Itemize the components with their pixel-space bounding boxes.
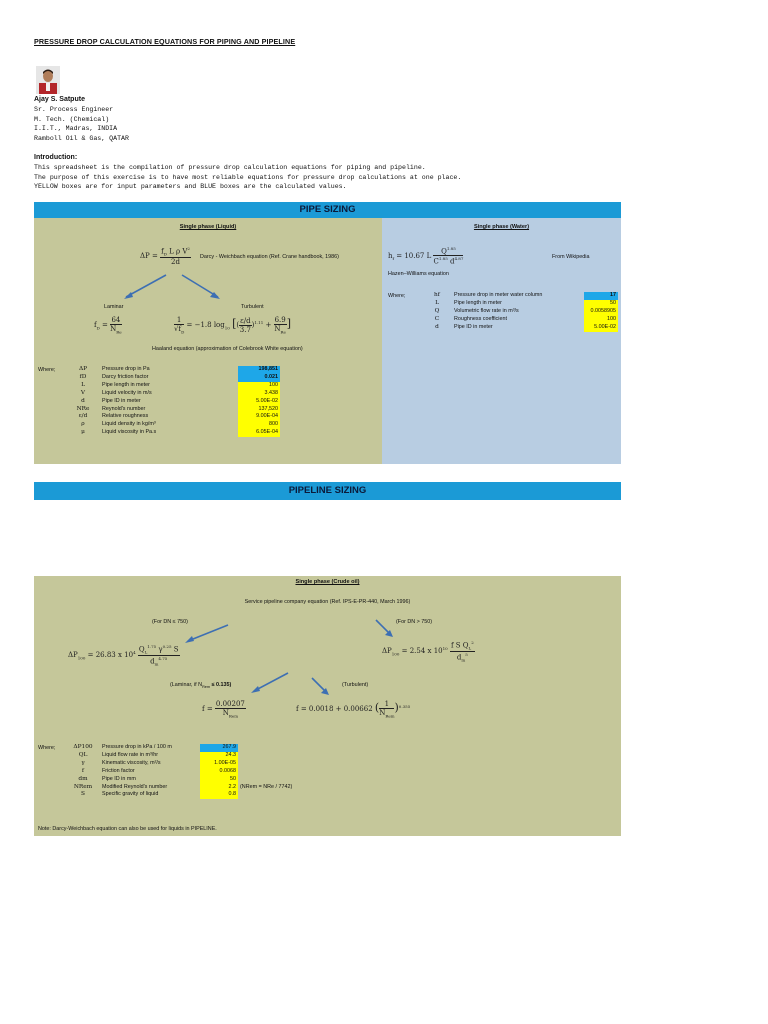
- input-value[interactable]: 5.00E-02: [238, 398, 280, 406]
- haaland-equation: $\frac{1}{√f_D}$ = −1.8 $\log_{10}$ [( $\frac{\varepsilon/d}{3.7}$ )$^{1.11}$ + $\frac{6.9}{N_{Re}}$ ]: [174, 316, 291, 335]
- hazen-williams-label: Hazen–Williams equation: [388, 271, 449, 277]
- water-parameters-table: [426, 292, 620, 334]
- input-value[interactable]: 0.8: [200, 791, 238, 799]
- param-symbol: f: [81, 767, 85, 774]
- input-value[interactable]: 100: [584, 316, 618, 324]
- dn-large-label: (For DN > 750): [396, 619, 433, 625]
- pipe-sizing-banner: PIPE SIZING: [34, 202, 621, 218]
- input-value[interactable]: 6.05E-04: [238, 429, 280, 437]
- nrem-note: (NRem = NRe / 7742): [240, 783, 293, 790]
- crude-heading: Single phase (Crude oil): [295, 579, 360, 585]
- darcy-label: Darcy - Weichbach equation (Ref. Crane handbook, 1986): [200, 254, 339, 260]
- param-desc: Liquid viscosity in Pa.s: [102, 429, 157, 436]
- param-symbol: γ: [81, 759, 85, 766]
- param-desc: Roughness coefficient: [454, 315, 507, 322]
- crude-oil-panel: [34, 576, 621, 836]
- param-desc: Reynold's number: [102, 405, 146, 412]
- param-desc: Kinematic viscosity, m²/s: [102, 759, 161, 766]
- table-row: [426, 324, 620, 332]
- author-line: Ramboll Oil & Gas, QATAR: [34, 135, 129, 143]
- table-row: [72, 760, 332, 768]
- param-desc: Pipe ID in meter: [102, 397, 141, 404]
- document-title: PRESSURE DROP CALCULATION EQUATIONS FOR PIPING AND PIPELINE: [34, 37, 296, 46]
- input-value[interactable]: 800: [238, 421, 280, 429]
- laminar-friction-equation: f = $\frac{0.00207}{N_{Rem}}$: [202, 700, 245, 719]
- input-value[interactable]: 50: [584, 300, 618, 308]
- table-row: [72, 382, 282, 390]
- table-row: [72, 744, 332, 752]
- liquid-panel: [34, 218, 382, 464]
- liquid-heading: Single phase (Liquid): [179, 224, 237, 230]
- input-value[interactable]: 3.438: [238, 390, 280, 398]
- calculated-value: 198,851: [238, 366, 280, 374]
- hazen-williams-equation: $h_f = 10.67$ L $\frac{Q^{1.85}}{C^{1.85} d^{4.87}}$: [388, 246, 464, 266]
- param-symbol: ΔP: [78, 366, 88, 372]
- param-symbol: hf: [434, 292, 440, 298]
- crude-parameters-table: [72, 744, 332, 802]
- introduction: [34, 153, 461, 192]
- param-symbol: NRe: [76, 405, 90, 412]
- author-line: I.I.T., Madras, INDIA: [34, 125, 118, 133]
- input-value[interactable]: 9.00E-04: [238, 413, 280, 421]
- arrow-left-icon: [182, 623, 232, 645]
- param-desc: Pressure drop in kPa / 100 m: [102, 744, 172, 750]
- input-value[interactable]: 1.00E-05: [200, 760, 238, 768]
- arrow-laminar-icon: [248, 671, 292, 695]
- table-row: [426, 292, 620, 300]
- turbulent-label: Turbulent: [241, 304, 264, 310]
- water-panel: [382, 218, 621, 464]
- water-heading: Single phase (Water): [473, 224, 530, 230]
- author-block: [34, 95, 129, 144]
- param-symbol: L: [81, 381, 85, 388]
- table-row: [72, 406, 282, 414]
- param-symbol: Q: [434, 307, 440, 314]
- param-desc: Pressure drop in Pa: [102, 366, 150, 372]
- where-label: Where;: [388, 293, 406, 299]
- spc-equation-large: $\Delta P_{100} = 2.54$ x $10^{10}$ $\frac{f S Q_L^2}{d_m^5}$: [382, 640, 474, 663]
- input-value[interactable]: 0.0068: [200, 768, 238, 776]
- input-value[interactable]: 100: [238, 382, 280, 390]
- spc-equation-small: $\Delta P_{100} = 26.83$ x $10^4$ $\frac{Q_L^{1.75} \gamma^{0.25} S}{d_m^{4.75}}$: [68, 644, 179, 667]
- author-line: M. Tech. (Chemical): [34, 115, 110, 123]
- author-line: Sr. Process Engineer: [34, 105, 114, 113]
- param-symbol: S: [81, 791, 85, 798]
- author-name: Ajay S. Satpute: [34, 96, 85, 103]
- param-symbol: μ: [81, 429, 85, 436]
- param-symbol: L: [435, 299, 439, 306]
- param-symbol: ρ: [81, 421, 85, 428]
- param-symbol: fD: [79, 373, 87, 380]
- param-desc: Modified Reynold's number: [102, 783, 168, 790]
- crude-reference: Service pipeline company equation (Ref. IPS-E-PR-440, March 1996): [244, 599, 411, 605]
- source-label: From Wikipedia: [552, 254, 590, 260]
- input-value[interactable]: 5.00E-02: [584, 324, 618, 332]
- haaland-label: Haaland equation (approximation of Colebrook White equation): [152, 346, 303, 352]
- table-row: [72, 366, 282, 374]
- param-symbol: ΔP100: [73, 744, 93, 750]
- table-row: [72, 776, 332, 784]
- param-desc: Specific gravity of liquid: [102, 791, 159, 798]
- calculated-value: 17: [584, 292, 618, 300]
- param-desc: Liquid flow rate in m³/hr: [102, 751, 159, 758]
- param-desc: Pressure drop in meter water column: [454, 292, 543, 298]
- where-label: Where;: [38, 745, 56, 751]
- branch-arrows-icon: [122, 273, 222, 301]
- param-symbol: d: [435, 323, 439, 330]
- table-row: [72, 429, 282, 437]
- param-desc: Pipe ID in mm: [102, 775, 136, 782]
- intro-heading: Introduction:: [34, 154, 78, 161]
- param-symbol: d: [81, 397, 85, 404]
- darcy-equation: ΔP = $\frac{f_D L \rho V^2}{2d}$: [140, 246, 190, 266]
- laminar-equation: $f_D$ = $\frac{64}{N_{Re}}$: [94, 316, 122, 335]
- param-desc: Liquid velocity in m/s: [102, 389, 152, 396]
- table-row: [72, 390, 282, 398]
- calculated-value: 267.9: [200, 744, 238, 752]
- param-desc: Liquid density in kg/m³: [102, 421, 156, 428]
- table-row: [426, 316, 620, 324]
- param-symbol: NRem: [73, 783, 93, 790]
- arrow-turbulent-icon: [308, 676, 334, 698]
- table-row: [72, 421, 282, 429]
- table-row: [426, 300, 620, 308]
- turbulent-friction-equation: f = 0.0018 + 0.00662 ( $\frac{1}{N_{Rem}}$ )$^{0.355}$: [296, 700, 411, 719]
- param-symbol: V: [80, 389, 86, 396]
- intro-line: This spreadsheet is the compilation of pressure drop calculation equations for piping and pipeline.: [34, 163, 426, 171]
- param-desc: Darcy friction factor: [102, 373, 149, 380]
- param-symbol: QL: [78, 751, 88, 758]
- table-row: [72, 374, 282, 382]
- table-row: [72, 784, 332, 792]
- param-symbol: C: [434, 315, 440, 322]
- param-desc: Friction factor: [102, 767, 135, 774]
- laminar-label: (Laminar, if $N_{Rem} \le 0.135$): [170, 682, 232, 690]
- param-symbol: dm: [78, 775, 88, 782]
- intro-line: The purpose of this exercise is to have most reliable equations for pressure drop calculations at one place.: [34, 173, 462, 181]
- param-desc: Pipe length in meter: [102, 381, 150, 388]
- input-value[interactable]: 24.3: [200, 752, 238, 760]
- param-desc: Pipe length in meter: [454, 299, 502, 306]
- table-row: [72, 398, 282, 406]
- param-desc: Relative roughness: [102, 413, 149, 420]
- param-desc: Pipe ID in meter: [454, 323, 493, 330]
- arrow-down-right-icon: [372, 618, 398, 640]
- table-row: [72, 413, 282, 421]
- param-symbol: ε/d: [78, 413, 88, 420]
- input-value[interactable]: 137,520: [238, 406, 280, 414]
- calculated-value: 0.021: [238, 374, 280, 382]
- author-photo: [36, 66, 60, 94]
- pipeline-sizing-banner: PIPELINE SIZING: [34, 482, 621, 500]
- table-row: [426, 308, 620, 316]
- dn-small-label: (For DN ≤ 750): [152, 619, 188, 625]
- input-value[interactable]: 0.0058905: [584, 308, 618, 316]
- input-value[interactable]: 50: [200, 776, 238, 784]
- laminar-label: Laminar: [104, 304, 124, 310]
- table-row: [72, 791, 332, 799]
- table-row: [72, 752, 332, 760]
- turbulent-label: (Turbulent): [342, 682, 369, 688]
- param-desc: Volumetric flow rate in m³/s: [454, 307, 519, 314]
- input-value[interactable]: 2.2: [200, 784, 238, 792]
- intro-line: YELLOW boxes are for input parameters and BLUE boxes are the calculated values.: [34, 183, 347, 191]
- liquid-parameters-table: [72, 366, 282, 446]
- table-row: [72, 768, 332, 776]
- pipeline-note: Note: Darcy-Weichbach equation can also be used for liquids in PIPELINE.: [38, 826, 217, 832]
- where-label: Where;: [38, 367, 56, 373]
